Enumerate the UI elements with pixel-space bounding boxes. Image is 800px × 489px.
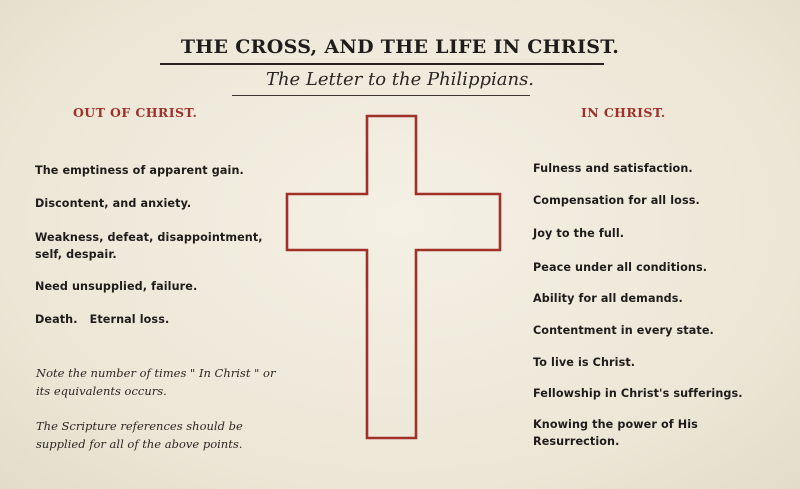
right-list-item: Fellowship in Christ's sufferings. [533,387,743,400]
right-list-item: Fulness and satisfaction. [533,162,693,175]
right-list-item: To live is Christ. [533,356,636,369]
right-list-item: Knowing the power of His Resurrection. [533,418,698,448]
right-list-item: Compensation for all loss. [533,194,700,207]
left-list-item: Discontent, and anxiety. [35,197,192,210]
left-list-item: Death. Eternal loss. [35,313,170,326]
right-list-item: Joy to the full. [533,227,625,240]
note-in-christ-count: Note the number of times " In Christ " or its equivalents occurs. [36,366,276,398]
page-title: THE CROSS, AND THE LIFE IN CHRIST. [180,36,620,58]
left-list-item: The emptiness of apparent gain. [35,164,244,177]
out-of-christ-heading: OUT OF CHRIST. [73,105,198,120]
left-list-item: Need unsupplied, failure. [35,280,198,293]
page-subtitle: The Letter to the Philippians. [265,69,535,90]
right-list-item: Peace under all conditions. [533,261,708,274]
note-scripture-references: The Scripture references should be supplied for all of the above points. [36,419,243,451]
right-list-item: Ability for all demands. [533,292,683,305]
right-list-item: Contentment in every state. [533,324,714,337]
in-christ-heading: IN CHRIST. [581,105,666,120]
left-list-item: Weakness, defeat, disappointment, self, despair. [35,231,263,261]
